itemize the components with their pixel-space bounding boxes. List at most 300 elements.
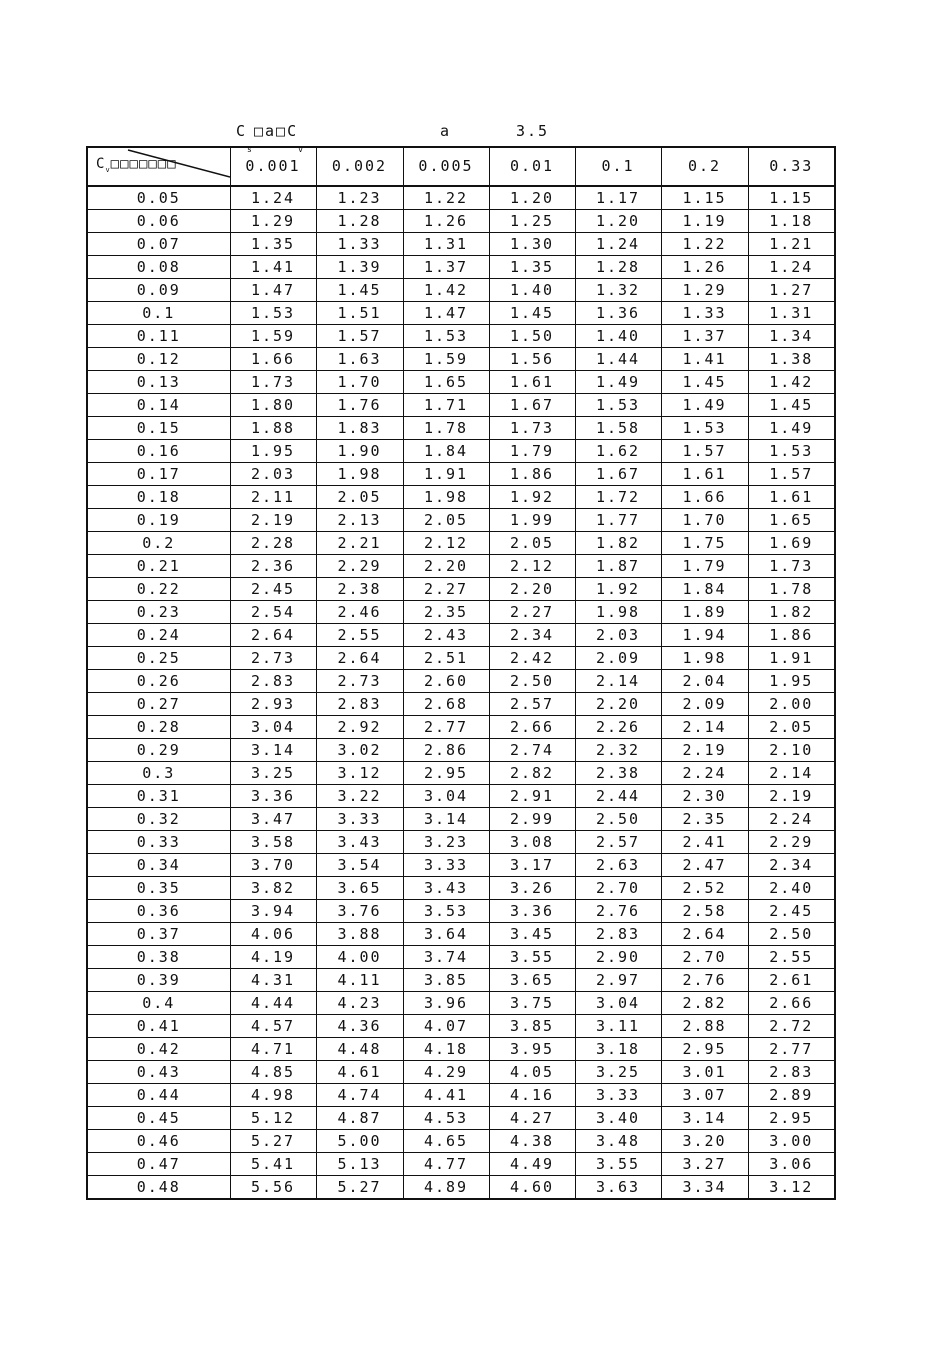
table-cell: 1.63 <box>316 347 403 370</box>
table-cell: 4.18 <box>403 1037 489 1060</box>
table-cell: 3.12 <box>748 1175 835 1199</box>
table-cell: 3.95 <box>489 1037 575 1060</box>
table-cell: 1.92 <box>489 485 575 508</box>
table-row <box>87 761 835 784</box>
table-cell: 4.49 <box>489 1152 575 1175</box>
table-cell: 1.98 <box>661 646 748 669</box>
table-cell: 1.49 <box>661 393 748 416</box>
row-cv-value: 0.12 <box>87 347 230 370</box>
table-cell: 2.76 <box>661 968 748 991</box>
row-cv-value: 0.26 <box>87 669 230 692</box>
table-cell: 2.57 <box>575 830 661 853</box>
table-cell: 1.25 <box>489 209 575 232</box>
table-cell: 3.96 <box>403 991 489 1014</box>
table-cell: 1.35 <box>230 232 316 255</box>
table-cell: 2.42 <box>489 646 575 669</box>
table-cell: 3.55 <box>489 945 575 968</box>
table-cell: 3.65 <box>316 876 403 899</box>
table-cell: 1.31 <box>403 232 489 255</box>
table-cell: 2.09 <box>661 692 748 715</box>
table-cell: 3.64 <box>403 922 489 945</box>
table-cell: 1.73 <box>489 416 575 439</box>
table-cell: 4.44 <box>230 991 316 1014</box>
table-row <box>87 416 835 439</box>
table-cell: 2.14 <box>661 715 748 738</box>
table-cell: 1.20 <box>575 209 661 232</box>
table-cell: 1.76 <box>316 393 403 416</box>
table-row <box>87 1129 835 1152</box>
row-cv-value: 0.24 <box>87 623 230 646</box>
column-header: 0.1 <box>575 147 661 186</box>
table-cell: 1.58 <box>575 416 661 439</box>
row-cv-value: 0.28 <box>87 715 230 738</box>
table-cell: 1.86 <box>748 623 835 646</box>
table-row <box>87 738 835 761</box>
table-cell: 3.00 <box>748 1129 835 1152</box>
table-cell: 2.29 <box>748 830 835 853</box>
table-cell: 1.87 <box>575 554 661 577</box>
table-cell: 1.20 <box>489 186 575 210</box>
table-row <box>87 324 835 347</box>
table-cell: 3.47 <box>230 807 316 830</box>
table-row <box>87 830 835 853</box>
table-cell: 1.50 <box>489 324 575 347</box>
table-cell: 4.71 <box>230 1037 316 1060</box>
table-cell: 4.07 <box>403 1014 489 1037</box>
table-cell: 2.05 <box>748 715 835 738</box>
table-cell: 1.84 <box>661 577 748 600</box>
table-cell: 1.33 <box>316 232 403 255</box>
table-cell: 2.68 <box>403 692 489 715</box>
table-cell: 1.30 <box>489 232 575 255</box>
table-cell: 4.61 <box>316 1060 403 1083</box>
table-cell: 1.78 <box>403 416 489 439</box>
table-row <box>87 1060 835 1083</box>
table-cell: 1.89 <box>661 600 748 623</box>
table-cell: 1.27 <box>748 278 835 301</box>
table-cell: 1.66 <box>661 485 748 508</box>
table-cell: 1.23 <box>316 186 403 210</box>
row-cv-value: 0.05 <box>87 186 230 210</box>
table-cell: 1.19 <box>661 209 748 232</box>
table-cell: 1.71 <box>403 393 489 416</box>
table-cell: 2.95 <box>403 761 489 784</box>
table-cell: 3.01 <box>661 1060 748 1083</box>
table-cell: 1.15 <box>748 186 835 210</box>
table-row <box>87 692 835 715</box>
row-cv-value: 0.34 <box>87 853 230 876</box>
table-cell: 3.54 <box>316 853 403 876</box>
table-cell: 3.14 <box>403 807 489 830</box>
row-cv-value: 0.08 <box>87 255 230 278</box>
table-cell: 4.89 <box>403 1175 489 1199</box>
table-cell: 2.05 <box>489 531 575 554</box>
table-row <box>87 209 835 232</box>
table-cell: 1.72 <box>575 485 661 508</box>
row-cv-value: 0.19 <box>87 508 230 531</box>
table-row <box>87 1083 835 1106</box>
table-cell: 3.58 <box>230 830 316 853</box>
table-cell: 1.92 <box>575 577 661 600</box>
table-cell: 2.99 <box>489 807 575 830</box>
table-cell: 2.32 <box>575 738 661 761</box>
table-cell: 2.35 <box>661 807 748 830</box>
table-cell: 1.65 <box>748 508 835 531</box>
table-row <box>87 531 835 554</box>
table-cell: 2.50 <box>748 922 835 945</box>
table-cell: 2.77 <box>748 1037 835 1060</box>
table-cell: 3.08 <box>489 830 575 853</box>
table-cell: 1.36 <box>575 301 661 324</box>
table-cell: 5.27 <box>316 1175 403 1199</box>
table-cell: 3.23 <box>403 830 489 853</box>
table-cell: 1.40 <box>489 278 575 301</box>
table-row <box>87 439 835 462</box>
table-cell: 1.44 <box>575 347 661 370</box>
row-cv-value: 0.2 <box>87 531 230 554</box>
row-cv-value: 0.33 <box>87 830 230 853</box>
table-cell: 1.99 <box>489 508 575 531</box>
table-cell: 2.51 <box>403 646 489 669</box>
table-cell: 4.38 <box>489 1129 575 1152</box>
row-cv-value: 0.14 <box>87 393 230 416</box>
caption-a: a <box>440 122 452 140</box>
table-cell: 1.41 <box>661 347 748 370</box>
table-cell: 1.62 <box>575 439 661 462</box>
table-cell: 5.41 <box>230 1152 316 1175</box>
table-row <box>87 968 835 991</box>
table-row <box>87 899 835 922</box>
table-cell: 1.83 <box>316 416 403 439</box>
table-cell: 2.45 <box>230 577 316 600</box>
table-cell: 4.57 <box>230 1014 316 1037</box>
table-cell: 2.29 <box>316 554 403 577</box>
row-cv-value: 0.45 <box>87 1106 230 1129</box>
table-cell: 3.07 <box>661 1083 748 1106</box>
table-cell: 1.67 <box>575 462 661 485</box>
table-cell: 1.53 <box>661 416 748 439</box>
table-cell: 2.82 <box>489 761 575 784</box>
row-cv-value: 0.11 <box>87 324 230 347</box>
table-cell: 2.89 <box>748 1083 835 1106</box>
table-cell: 3.63 <box>575 1175 661 1199</box>
table-cell: 1.24 <box>230 186 316 210</box>
row-cv-value: 0.07 <box>87 232 230 255</box>
table-cell: 1.51 <box>316 301 403 324</box>
table-cell: 3.14 <box>230 738 316 761</box>
table-cell: 4.19 <box>230 945 316 968</box>
table-cell: 1.78 <box>748 577 835 600</box>
table-row <box>87 876 835 899</box>
table-cell: 1.18 <box>748 209 835 232</box>
table-cell: 2.73 <box>316 669 403 692</box>
table-cell: 2.36 <box>230 554 316 577</box>
row-cv-value: 0.37 <box>87 922 230 945</box>
table-cell: 3.36 <box>489 899 575 922</box>
table-cell: 2.57 <box>489 692 575 715</box>
table-row <box>87 485 835 508</box>
table-cell: 4.11 <box>316 968 403 991</box>
table-cell: 5.12 <box>230 1106 316 1129</box>
table-cell: 1.59 <box>230 324 316 347</box>
table-cell: 4.36 <box>316 1014 403 1037</box>
row-cv-value: 0.15 <box>87 416 230 439</box>
row-cv-value: 0.29 <box>87 738 230 761</box>
table-cell: 2.54 <box>230 600 316 623</box>
row-cv-value: 0.38 <box>87 945 230 968</box>
table-cell: 2.60 <box>403 669 489 692</box>
table-cell: 4.16 <box>489 1083 575 1106</box>
row-cv-value: 0.48 <box>87 1175 230 1199</box>
table-row <box>87 232 835 255</box>
table-cell: 1.37 <box>403 255 489 278</box>
table-row <box>87 600 835 623</box>
table-cell: 2.83 <box>230 669 316 692</box>
table-cell: 3.04 <box>230 715 316 738</box>
table-cell: 3.26 <box>489 876 575 899</box>
table-cell: 3.12 <box>316 761 403 784</box>
table-cell: 3.04 <box>575 991 661 1014</box>
table-cell: 2.40 <box>748 876 835 899</box>
table-cell: 2.13 <box>316 508 403 531</box>
table-cell: 4.60 <box>489 1175 575 1199</box>
table-cell: 1.49 <box>575 370 661 393</box>
table-cell: 3.76 <box>316 899 403 922</box>
row-cv-value: 0.17 <box>87 462 230 485</box>
corner-header <box>87 147 230 186</box>
table-cell: 2.70 <box>575 876 661 899</box>
table-cell: 2.83 <box>316 692 403 715</box>
table-cell: 1.45 <box>748 393 835 416</box>
table-row <box>87 922 835 945</box>
table-cell: 1.95 <box>748 669 835 692</box>
table-cell: 1.53 <box>230 301 316 324</box>
row-cv-value: 0.25 <box>87 646 230 669</box>
row-cv-value: 0.36 <box>87 899 230 922</box>
table-cell: 1.73 <box>230 370 316 393</box>
row-cv-value: 0.3 <box>87 761 230 784</box>
table-cell: 2.24 <box>661 761 748 784</box>
table-cell: 1.26 <box>403 209 489 232</box>
table-row <box>87 347 835 370</box>
table-cell: 1.31 <box>748 301 835 324</box>
table-row <box>87 393 835 416</box>
table-cell: 1.37 <box>661 324 748 347</box>
table-cell: 3.40 <box>575 1106 661 1129</box>
table-cell: 4.65 <box>403 1129 489 1152</box>
table-cell: 2.34 <box>748 853 835 876</box>
table-cell: 1.69 <box>748 531 835 554</box>
table-cell: 2.64 <box>661 922 748 945</box>
row-cv-value: 0.18 <box>87 485 230 508</box>
table-cell: 4.74 <box>316 1083 403 1106</box>
table-cell: 3.14 <box>661 1106 748 1129</box>
table-cell: 3.17 <box>489 853 575 876</box>
table-cell: 1.57 <box>316 324 403 347</box>
table-row <box>87 1014 835 1037</box>
table-cell: 2.03 <box>230 462 316 485</box>
table-cell: 2.83 <box>575 922 661 945</box>
row-cv-value: 0.43 <box>87 1060 230 1083</box>
table-cell: 4.48 <box>316 1037 403 1060</box>
table-cell: 4.98 <box>230 1083 316 1106</box>
row-cv-value: 0.47 <box>87 1152 230 1175</box>
table-row <box>87 301 835 324</box>
table-cell: 1.45 <box>661 370 748 393</box>
table-cell: 2.24 <box>748 807 835 830</box>
table-row <box>87 1152 835 1175</box>
table-cell: 1.77 <box>575 508 661 531</box>
table-cell: 3.65 <box>489 968 575 991</box>
table-cell: 3.85 <box>403 968 489 991</box>
table-cell: 2.35 <box>403 600 489 623</box>
table-cell: 2.19 <box>230 508 316 531</box>
row-cv-value: 0.41 <box>87 1014 230 1037</box>
column-header: 0.01 <box>489 147 575 186</box>
table-cell: 1.21 <box>748 232 835 255</box>
row-cv-value: 0.4 <box>87 991 230 1014</box>
table-cell: 2.03 <box>575 623 661 646</box>
table-cell: 1.24 <box>748 255 835 278</box>
table-cell: 1.24 <box>575 232 661 255</box>
table-cell: 2.77 <box>403 715 489 738</box>
caption-ratio: $□a□C_v$ <box>254 122 305 154</box>
table-cell: 1.91 <box>748 646 835 669</box>
table-cell: 3.75 <box>489 991 575 1014</box>
table-cell: 3.70 <box>230 853 316 876</box>
column-header: 0.005 <box>403 147 489 186</box>
table-cell: 1.39 <box>316 255 403 278</box>
table-cell: 2.63 <box>575 853 661 876</box>
table-cell: 1.70 <box>661 508 748 531</box>
table-cell: 1.45 <box>489 301 575 324</box>
column-header: 0.001 <box>230 147 316 186</box>
table-cell: 2.66 <box>489 715 575 738</box>
table-row <box>87 669 835 692</box>
table-cell: 2.95 <box>748 1106 835 1129</box>
row-cv-value: 0.35 <box>87 876 230 899</box>
table-cell: 2.00 <box>748 692 835 715</box>
table-cell: 3.74 <box>403 945 489 968</box>
table-cell: 3.43 <box>316 830 403 853</box>
table-cell: 1.40 <box>575 324 661 347</box>
table-cell: 1.32 <box>575 278 661 301</box>
row-cv-value: 0.16 <box>87 439 230 462</box>
table-cell: 2.38 <box>575 761 661 784</box>
table-cell: 4.77 <box>403 1152 489 1175</box>
table-cell: 3.33 <box>403 853 489 876</box>
table-cell: 5.56 <box>230 1175 316 1199</box>
table-row <box>87 853 835 876</box>
table-cell: 1.79 <box>661 554 748 577</box>
table-cell: 1.98 <box>575 600 661 623</box>
table-cell: 3.36 <box>230 784 316 807</box>
table-cell: 2.83 <box>748 1060 835 1083</box>
table-cell: 4.06 <box>230 922 316 945</box>
table-cell: 3.27 <box>661 1152 748 1175</box>
table-cell: 2.21 <box>316 531 403 554</box>
table-cell: 1.80 <box>230 393 316 416</box>
row-cv-value: 0.39 <box>87 968 230 991</box>
table-cell: 1.98 <box>403 485 489 508</box>
row-cv-value: 0.32 <box>87 807 230 830</box>
table-cell: 3.22 <box>316 784 403 807</box>
table-cell: 2.12 <box>403 531 489 554</box>
table-row <box>87 991 835 1014</box>
table-cell: 3.88 <box>316 922 403 945</box>
table-cell: 1.47 <box>230 278 316 301</box>
table-cell: 3.82 <box>230 876 316 899</box>
row-cv-value: 0.09 <box>87 278 230 301</box>
row-cv-value: 0.46 <box>87 1129 230 1152</box>
table-cell: 3.33 <box>316 807 403 830</box>
table-cell: 1.98 <box>316 462 403 485</box>
table-cell: 3.45 <box>489 922 575 945</box>
table-row <box>87 715 835 738</box>
table-cell: 2.61 <box>748 968 835 991</box>
table-cell: 1.88 <box>230 416 316 439</box>
table-cell: 1.22 <box>403 186 489 210</box>
table-cell: 5.13 <box>316 1152 403 1175</box>
table-row <box>87 508 835 531</box>
table-cell: 1.66 <box>230 347 316 370</box>
table-cell: 3.11 <box>575 1014 661 1037</box>
table-row <box>87 278 835 301</box>
table-cell: 5.27 <box>230 1129 316 1152</box>
table-cell: 1.26 <box>661 255 748 278</box>
table-cell: 1.33 <box>661 301 748 324</box>
column-header: 0.2 <box>661 147 748 186</box>
table-cell: 1.91 <box>403 462 489 485</box>
row-cv-value: 0.22 <box>87 577 230 600</box>
table-cell: 1.67 <box>489 393 575 416</box>
table-cell: 2.05 <box>316 485 403 508</box>
table-cell: 1.53 <box>575 393 661 416</box>
table-cell: 2.55 <box>748 945 835 968</box>
table-cell: 1.75 <box>661 531 748 554</box>
table-cell: 2.27 <box>489 600 575 623</box>
table-cell: 2.50 <box>575 807 661 830</box>
table-cell: 2.20 <box>575 692 661 715</box>
table-cell: 2.11 <box>230 485 316 508</box>
row-cv-value: 0.21 <box>87 554 230 577</box>
table-cell: 1.82 <box>748 600 835 623</box>
table-cell: 2.09 <box>575 646 661 669</box>
table-cell: 2.70 <box>661 945 748 968</box>
table-cell: 2.20 <box>403 554 489 577</box>
table-cell: 2.10 <box>748 738 835 761</box>
row-cv-value: 0.31 <box>87 784 230 807</box>
table-cell: 2.14 <box>575 669 661 692</box>
table-cell: 1.38 <box>748 347 835 370</box>
table-row <box>87 1106 835 1129</box>
table-cell: 4.85 <box>230 1060 316 1083</box>
table-cell: 4.00 <box>316 945 403 968</box>
table-cell: 2.34 <box>489 623 575 646</box>
table-cell: 4.27 <box>489 1106 575 1129</box>
table-cell: 1.79 <box>489 439 575 462</box>
table-cell: 1.86 <box>489 462 575 485</box>
table-cell: 4.53 <box>403 1106 489 1129</box>
table-cell: 3.48 <box>575 1129 661 1152</box>
table-row <box>87 255 835 278</box>
table-cell: 1.47 <box>403 301 489 324</box>
row-cv-value: 0.44 <box>87 1083 230 1106</box>
table-cell: 1.61 <box>748 485 835 508</box>
table-cell: 3.18 <box>575 1037 661 1060</box>
table-cell: 1.41 <box>230 255 316 278</box>
table-cell: 3.02 <box>316 738 403 761</box>
